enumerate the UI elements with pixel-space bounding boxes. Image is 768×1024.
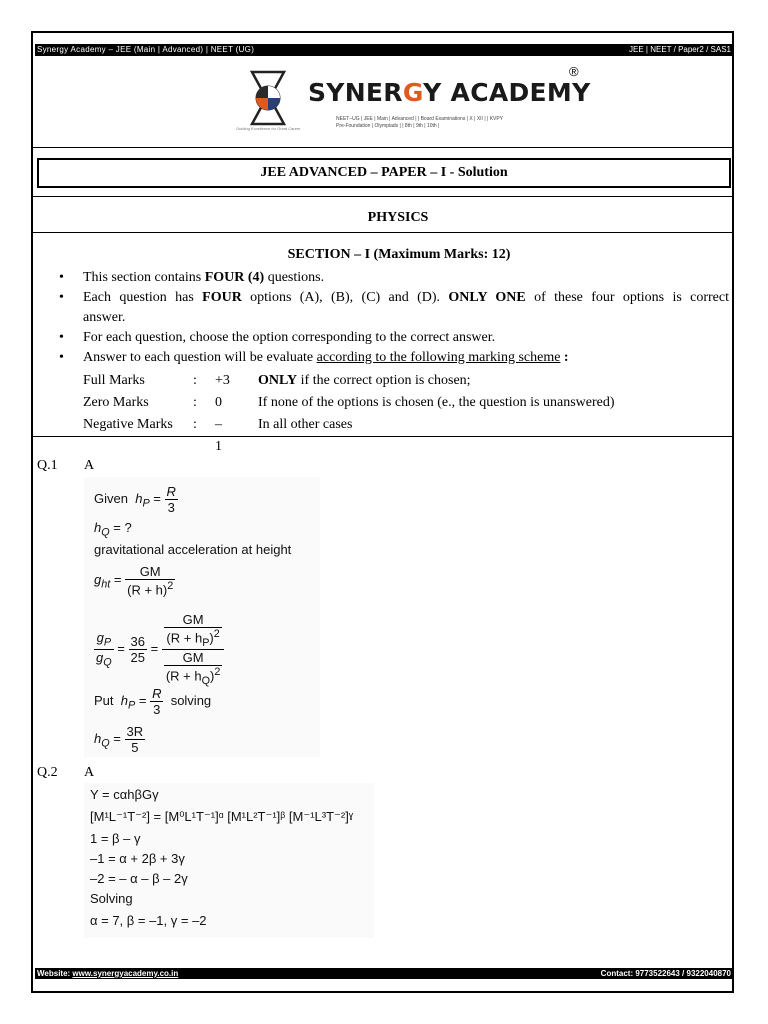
text: For each question, choose the option corresponding to the correct answer. — [83, 330, 496, 345]
text: = — [150, 640, 159, 656]
text: (R + h — [166, 630, 203, 646]
list-item — [59, 328, 734, 348]
fraction — [94, 630, 114, 668]
text: Put — [94, 692, 114, 708]
subject-heading: PHYSICS — [367, 210, 429, 225]
text: = ? — [109, 520, 132, 535]
bullet-icon: • — [59, 290, 64, 305]
logo-subline-1: NEET–UG | JEE | Main | Advanced | | Board Examinations | X | XII | | KVPY — [336, 116, 504, 122]
mark-label: Negative Marks — [83, 417, 173, 432]
question-number: Q.2 — [37, 765, 58, 780]
var: h — [94, 730, 102, 746]
solution-line: α = 7, β = –1, γ = –2 — [90, 913, 207, 928]
numerator: GM — [164, 612, 221, 628]
header-left-text: Synergy Academy – JEE (Main | Advanced) | NEET (UG) — [37, 45, 255, 54]
mark-label: Full Marks — [83, 373, 145, 388]
denominator — [162, 650, 225, 687]
mark-value: –1 — [215, 417, 222, 454]
text: if the correct option is chosen; — [297, 373, 471, 388]
brand-part-2: G — [402, 78, 424, 107]
text-bold: FOUR — [202, 290, 242, 305]
brand-part-1: SYNER — [308, 78, 403, 107]
var: h — [135, 490, 143, 506]
divider — [33, 436, 733, 437]
denominator: 3 — [153, 702, 161, 717]
header-bar — [35, 44, 733, 56]
var: g — [94, 572, 102, 588]
fraction — [129, 634, 147, 665]
solution-line: –2 = – α – β – 2γ — [90, 871, 188, 886]
subscript: Q — [201, 674, 211, 687]
numerator: 36 — [130, 633, 145, 649]
subscript: Q — [103, 656, 112, 669]
text: In all other cases — [258, 417, 353, 432]
text-underlined: according to the following marking scheme — [316, 350, 561, 365]
mark-desc — [258, 392, 615, 414]
var: h — [94, 520, 102, 535]
fraction — [164, 612, 221, 649]
solution-line — [94, 686, 211, 717]
mark-colon: : — [193, 417, 197, 432]
superscript: 2 — [167, 580, 174, 592]
academy-logo — [236, 64, 591, 136]
bullet-icon: • — [59, 270, 64, 285]
justified-line — [83, 288, 729, 308]
mark-value: +3 — [215, 373, 230, 388]
numerator — [94, 630, 114, 650]
text: If none of the options is chosen (e., the question is unanswered) — [258, 395, 615, 410]
solution-line — [94, 612, 224, 687]
text: (R + h — [165, 668, 202, 684]
bullet-icon: • — [59, 330, 64, 345]
var: g — [96, 630, 104, 646]
subscript: P — [202, 636, 210, 649]
numerator: GM — [125, 564, 175, 580]
mark-desc — [258, 370, 471, 392]
subscript: ht — [101, 578, 111, 591]
mark-label: Zero Marks — [83, 395, 149, 410]
solution-line — [94, 484, 178, 515]
var: g — [96, 649, 104, 665]
bullet-icon: • — [59, 350, 64, 365]
var: h — [120, 692, 128, 708]
question-answer: A — [84, 458, 95, 473]
text: ) — [209, 630, 214, 646]
numerator — [162, 612, 225, 650]
solution-line: 1 = β – γ — [90, 831, 141, 846]
subscript: Q — [101, 737, 110, 750]
numerator: R — [152, 686, 162, 701]
footer-contact: Contact: 9773522643 / 9322040870 — [600, 969, 731, 978]
divider — [33, 147, 733, 148]
text: solving — [170, 692, 212, 708]
denominator — [164, 628, 221, 649]
numerator: GM — [164, 650, 223, 666]
text: questions. — [264, 270, 325, 285]
text-bold: ONLY ONE — [448, 290, 526, 305]
website-link[interactable]: www.synergyacademy.co.in — [72, 969, 179, 978]
fraction — [125, 564, 175, 597]
registered-mark: ® — [569, 64, 579, 79]
text: answer. — [83, 310, 126, 325]
denominator: 25 — [130, 649, 145, 665]
fraction — [164, 650, 223, 687]
question-answer: A — [84, 765, 95, 780]
brand-name — [308, 78, 591, 107]
denominator — [164, 666, 223, 687]
mark-desc — [258, 414, 352, 436]
footer-bar — [35, 968, 733, 979]
text: = — [113, 730, 121, 746]
text-bold: FOUR (4) — [204, 270, 265, 285]
fraction — [150, 686, 163, 717]
solution-line: [M¹L⁻¹T⁻²] = [M⁰L¹T⁻¹]ᵅ [M¹L²T⁻¹]ᵝ [M⁻¹L³T⁻²]ˠ — [90, 809, 354, 824]
list-item — [59, 268, 734, 288]
solution-line — [94, 520, 132, 539]
text: Each question has — [83, 290, 203, 305]
mark-colon: : — [193, 395, 197, 410]
text: ) — [210, 668, 215, 684]
q2-solution — [90, 787, 380, 937]
mark-value: 0 — [215, 395, 222, 410]
instructions-list — [59, 268, 734, 368]
text: options (A), (B), (C) and (D). — [241, 290, 449, 305]
logo-emblem-icon — [248, 70, 288, 126]
section-title: SECTION – I (Maximum Marks: 12) — [287, 247, 511, 262]
text-bold: : — [560, 350, 569, 365]
fraction — [165, 484, 178, 515]
text: = — [138, 692, 147, 708]
superscript: 2 — [214, 665, 221, 678]
question-number: Q.1 — [37, 458, 58, 473]
q1-solution — [94, 480, 324, 758]
solution-line: gravitational acceleration at height — [94, 542, 292, 557]
text: = — [113, 572, 122, 588]
denominator: 3 — [167, 500, 175, 515]
solution-line — [94, 724, 145, 755]
subscript: P — [127, 699, 136, 712]
solution-line: –1 = α + 2β + 3γ — [90, 851, 185, 866]
denominator: 5 — [131, 740, 139, 755]
solution-line: Solving — [90, 891, 133, 906]
divider — [33, 232, 733, 233]
divider — [33, 196, 733, 197]
header-right-text: JEE | NEET / Paper2 / SAS1 — [629, 45, 731, 54]
text-bold: ONLY — [258, 373, 298, 388]
denominator — [94, 650, 114, 669]
text: This section contains — [83, 270, 205, 285]
numerator: R — [166, 484, 176, 499]
fraction — [125, 724, 146, 755]
text: (R + h) — [127, 582, 168, 598]
text: = — [153, 490, 161, 506]
footer-website — [37, 968, 178, 979]
page-title: JEE ADVANCED – PAPER – I - Solution — [37, 158, 731, 188]
fraction — [162, 612, 225, 687]
text: of these four options is correct — [525, 290, 729, 305]
logo-subline-2: Pre-Foundation | Olympiads | | 8th | 9th | 10th | — [336, 123, 440, 129]
list-item — [59, 288, 734, 328]
solution-line — [94, 564, 175, 597]
denominator — [125, 580, 175, 597]
text: Answer to each question will be evaluate — [83, 350, 317, 365]
text: = — [117, 640, 125, 656]
subscript: P — [103, 636, 112, 649]
mark-colon: : — [193, 373, 197, 388]
subscript: Q — [101, 526, 110, 539]
text: Given — [94, 490, 128, 506]
subscript: P — [142, 497, 150, 510]
logo-tagline: Guiding Excellence for Great Career — [236, 126, 301, 131]
list-item — [59, 348, 734, 368]
superscript: 2 — [213, 628, 220, 640]
numerator: 3R — [126, 724, 144, 739]
text: Website: — [37, 969, 73, 978]
solution-line: Y = cαhβGγ — [90, 787, 159, 802]
brand-part-3: Y ACADEMY — [423, 78, 591, 107]
